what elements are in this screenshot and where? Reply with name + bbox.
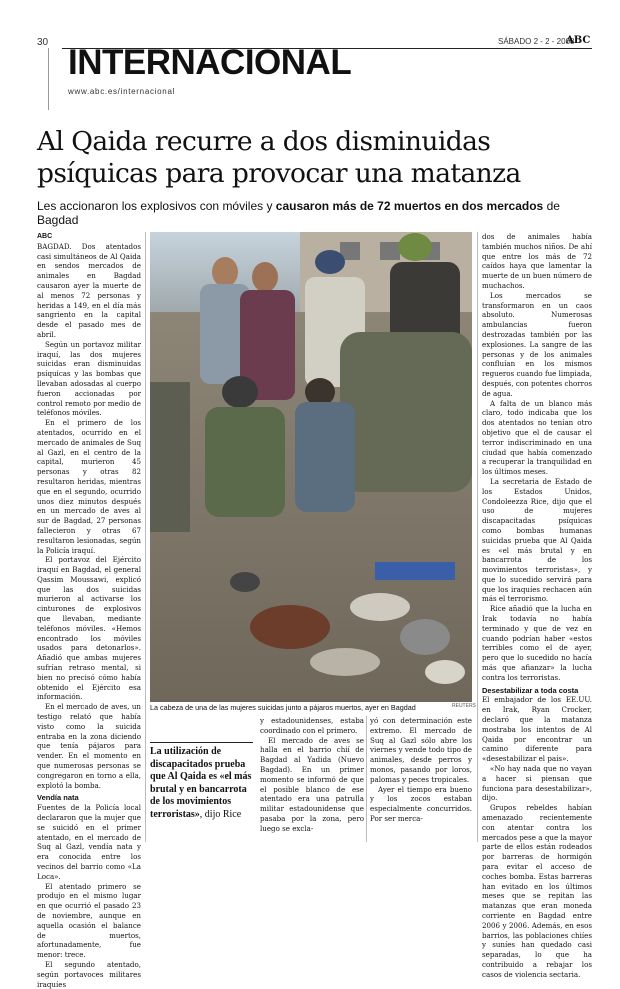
paragraph: A falta de un blanco más claro, todo indicaba que los dos atentados no tenían otro objetivo que el de causar el terror indiscriminado en una ciudad que había comenzado a recuperar la tranquilidad en los últimos meses. <box>482 398 592 477</box>
paragraph: En el mercado de aves, un testigo relató que había visto como la suicida entraba en la zona diciendo que tenía pájaros para vender. En el momento en que numerosas personas se congregaron en torno a ella, explotó la bomba. <box>37 702 141 790</box>
section-url[interactable]: www.abc.es/internacional <box>68 87 176 96</box>
pull-quote <box>150 742 253 821</box>
subheading: Desestabilizar a toda costa <box>482 685 579 695</box>
pull-quote-attribution: , dijo Rice <box>199 808 242 820</box>
paragraph: En el primero de los atentados, ocurrido en el mercado de animales de Suq al Gazl, en el centro de la capital, murieron 45 personas y otras 82 resultaron heridas, mientras que en el segundo, ocurrido unos diez minutos después en un mercado de aves al sur de Bagdad, 27 personas fallecieron y otras 67 resultaron lesionadas, según la Policía iraquí. <box>37 418 141 555</box>
headline: Al Qaida recurre a dos disminuidas psíquicas para provocar una matanza <box>37 126 521 189</box>
paragraph: Ayer el tiempo era bueno y los zocos estaban especialmente concurridos. Por ser merca- <box>370 784 472 823</box>
paragraph: El portavoz del Ejército iraquí en Bagdad, el general Qassim Moussawi, explicó que las dos suicidas murieron al activarse los cinturones de explosivos que llevaban, mediante teléfonos móviles. «Hemos encontrado los móviles usados para detonarlos». Añadió que ambas mujeres sufrían retraso mental, si bien no precisó cómo había obtenido el Ejército esa información. <box>37 555 141 702</box>
column-4 <box>482 232 592 979</box>
paragraph: Los mercados se transformaron en un caos absoluto. Numerosas ambulancias fueron destrozadas también por las explosiones. La sangre de las personas y de los animales confluían en los mismos regueros cuando fue limpiada, después, con potentes chorros de agua. <box>482 290 592 398</box>
section-title: INTERNACIONAL <box>68 43 352 82</box>
column-rule <box>145 232 146 842</box>
column-rule <box>477 232 478 842</box>
paragraph: Rice añadió que la lucha en Irak todavía no había terminado y que de vez en cuando podrían haber «estos terribles como el de ayer, pero que lo sucedido no hacía más que afianzar» la lucha contra los terroristas. <box>482 604 592 682</box>
paragraph: La secretaria de Estado de los Estados Unidos, Condoleezza Rice, dijo que el uso de mujeres discapacitadas psíquicas como bombas humanas suicidas prueba que Al Qaida es «el más brutal y en bancarrota de los movimientos terroristas», y que lo sucedido servirá para que los iraquíes rechacen aún más el terrorismo. <box>482 476 592 604</box>
news-photo <box>150 232 472 702</box>
byline: ABC <box>37 233 53 240</box>
paragraph: BAGDAD. Dos atentados casi simultáneos de Al Qaida en sendos mercados de animales en Bagdad causaron ayer la muerte de al menos 72 personas y heridas a 149, en el día más sangriento en la capital desde el pasado mes de abril. <box>37 241 141 339</box>
paragraph: «No hay nada que no vayan a hacer si piensan que funciona para desestabilizar», dijo. <box>482 764 592 803</box>
paragraph: Grupos rebeldes habían amenazado recientemente con atentar contra los mercados pese a que la mayor parte de ellos están rodeados por barreras de hormigón para evitar el acceso de coches bomba. Estas barreras han evitado en los últimos meses que se repitan las matanzas que eran moneda corriente en Bagdad entre 2006 y 2006. Además, en esos barrios, las poblaciones chiíes y suníes han quedado casi separadas, lo que ha contribuido a rebajar los casos de violencia sectaria. <box>482 803 592 979</box>
photo-illustration <box>150 232 472 702</box>
column-3 <box>370 716 472 824</box>
header-divider <box>37 48 49 110</box>
photo-caption: La cabeza de una de las mujeres suicidas junto a pájaros muertos, ayer en Bagdad <box>150 703 416 712</box>
paragraph: El atentado primero se produjo en el mismo lugar en que ocurrió el pasado 23 de noviembre, aunque en aquella ocasión el balance de muertos, afortunadamente, fue menor: trece. <box>37 881 141 960</box>
paragraph: y estadounidenses, estaba coordinado con el primero. <box>260 716 364 735</box>
pull-quote-text: La utilización de discapacitados prueba que Al Qaida es «el más brutal y en bancarrota de los movimientos terroristas» <box>150 746 252 820</box>
subhead-post: de Bagdad <box>37 199 560 227</box>
subhead-pre: Les accionaron los explosivos con móviles y <box>37 199 276 213</box>
page-number: 30 <box>37 37 49 48</box>
paragraph: Según un portavoz militar iraquí, las dos mujeres suicidas eran disminuidas psíquicas y las bombas que llevaban adosadas al cuerpo fueron accionadas por control remoto por medio de teléfonos móviles. <box>37 339 141 418</box>
subhead <box>37 199 597 227</box>
photo-credit: REUTERS <box>452 703 476 709</box>
paragraph: El embajador de los EE.UU. en Irak, Ryan Crocker, declaró que la matanza mostraba los intentos de Al Qaida por encontrar un camino diferente para «desestabilizar el país». <box>482 695 592 764</box>
paragraph: Fuentes de la Policía local declararon que la mujer que se suicidó en el primer atentado, en el mercado de Suq al Gazl, vendía nata y era conocida entre los vecinos del barrio como «La Loca». <box>37 803 141 881</box>
paragraph: El segundo atentado, según portavoces militares iraquíes <box>37 959 141 989</box>
brand-logo: ABC <box>566 35 591 46</box>
subheading: Vendía nata <box>37 793 79 803</box>
column-2 <box>260 716 364 834</box>
date-line: SÁBADO 2 - 2 - 2008 <box>498 37 575 46</box>
paragraph: El mercado de aves se halla en el barrio chií de Bagdad al Yadida (Nuevo Bagdad). En un primer momento se informó de que el posible blanco de ese atentado era una patrulla militar estadounidense que pasaba por la zona, pero luego se excla- <box>260 735 364 833</box>
subhead-bold: causaron más de 72 muertos en dos mercados <box>275 199 544 213</box>
paragraph: dos de animales había también muchos niños. De ahí que entre los más de 72 caídos haya que lamentar la muerte de un buen número de muchachos. <box>482 232 592 290</box>
paragraph: yó con determinación este extremo. El mercado de Suq al Gazl sólo abre los viernes y vende todo tipo de animales, desde perros y monos, pasando por loros, palomas y peces tropicales. <box>370 716 472 784</box>
column-1 <box>37 232 141 989</box>
column-rule <box>366 716 367 842</box>
